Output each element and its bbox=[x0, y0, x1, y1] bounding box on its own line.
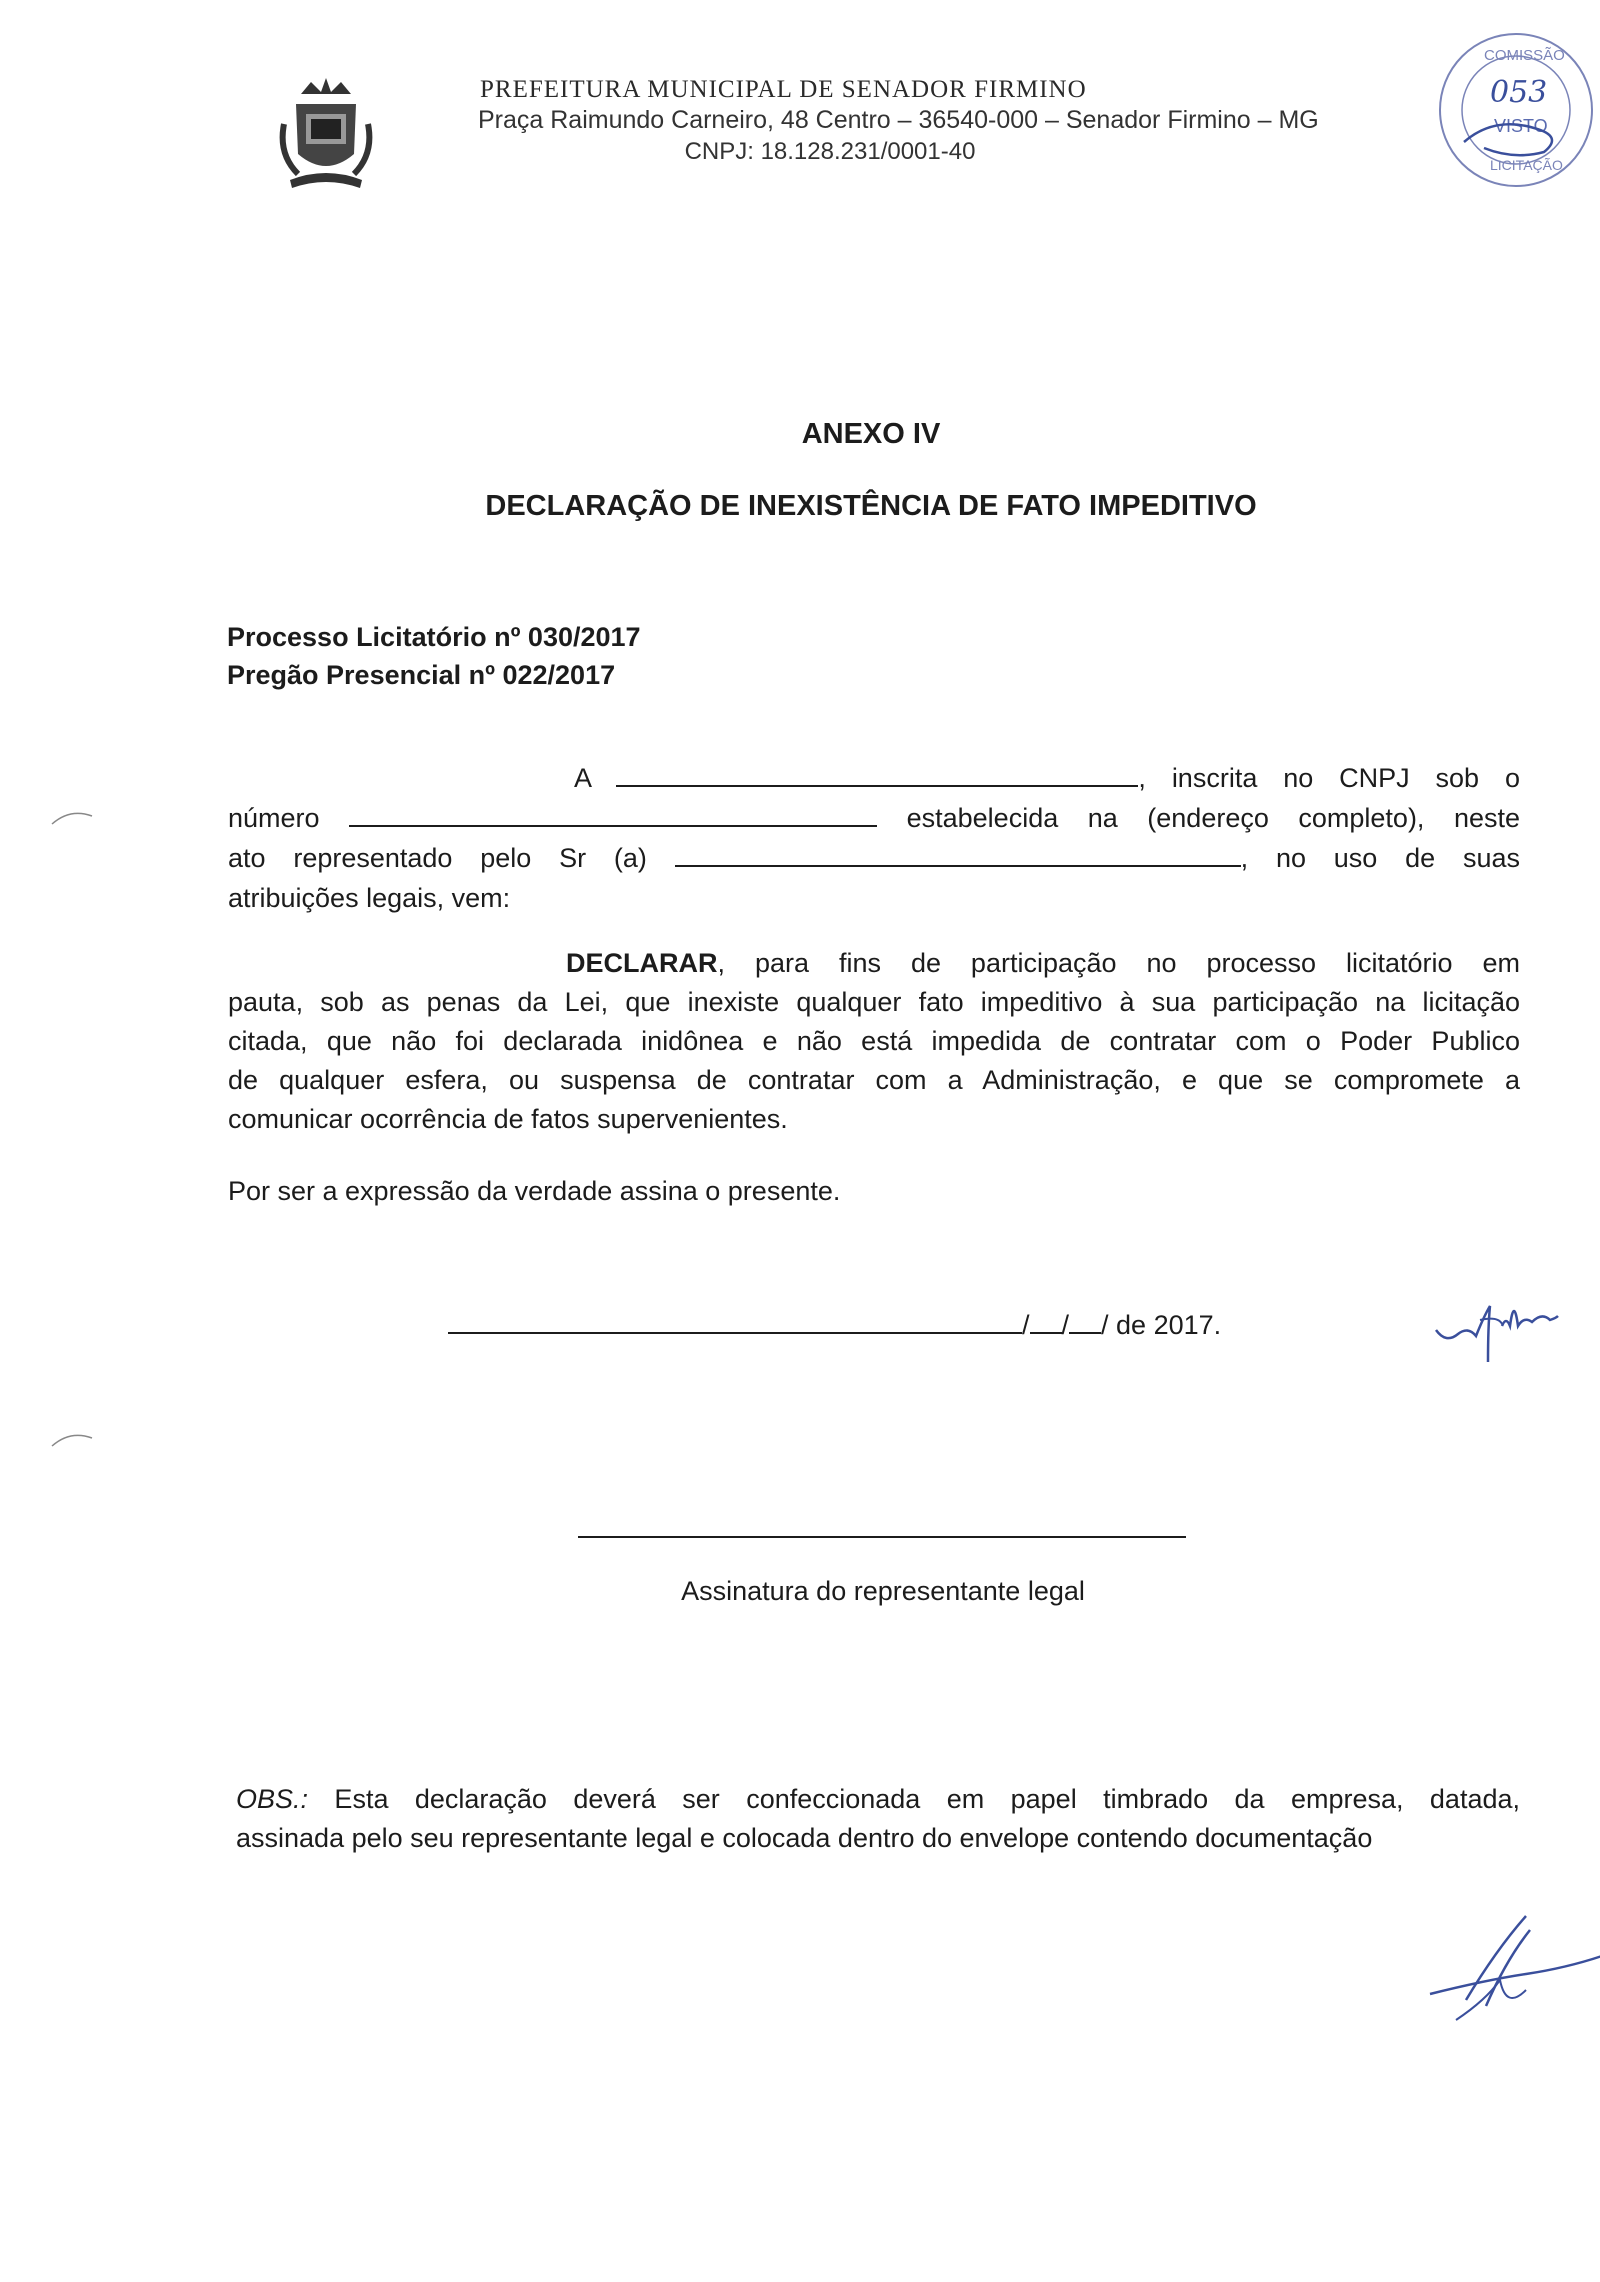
intro-line-2: número estabelecida na (endereço completo), neste bbox=[228, 803, 1520, 833]
obs-line-1: OBS.: Esta declaração deverá ser confeccionada em papel timbrado da empresa, datada, bbox=[236, 1784, 1520, 1814]
letterhead-title: PREFEITURA MUNICIPAL DE SENADOR FIRMINO bbox=[480, 76, 1087, 103]
day-blank bbox=[1030, 1308, 1062, 1334]
margin-hole-mark-top bbox=[50, 806, 94, 826]
stamp-top-text: COMISSÃO bbox=[1484, 47, 1565, 64]
declare-line-3: citada, que não foi declarada inidônea e não está impedida de contratar com o Poder Publico bbox=[228, 1026, 1520, 1056]
date-line: / / / de 2017. bbox=[448, 1308, 1221, 1341]
stamp-bottom-text: LICITAÇÃO bbox=[1490, 157, 1563, 173]
month-blank bbox=[1069, 1308, 1101, 1334]
obs-line-2: assinada pelo seu representante legal e colocada dentro do envelope contendo documentação bbox=[236, 1823, 1373, 1853]
annex-title: ANEXO IV bbox=[801, 418, 941, 450]
intro-line-3: ato representado pelo Sr (a) , no uso de suas bbox=[228, 843, 1520, 873]
margin-hole-mark-bottom bbox=[50, 1428, 94, 1448]
process-pregao: Pregão Presencial nº 022/2017 bbox=[227, 660, 616, 690]
intro-line-4: atribuições legais, vem: bbox=[228, 883, 511, 913]
visto-stamp bbox=[1424, 20, 1600, 190]
stamp-middle-text: VISTO bbox=[1494, 116, 1548, 136]
city-blank bbox=[448, 1308, 1022, 1334]
declaration-paragraph bbox=[228, 944, 1520, 1139]
declare-line-5: comunicar ocorrência de fatos supervenientes. bbox=[228, 1104, 788, 1134]
declaration-title: DECLARAÇÃO DE INEXISTÊNCIA DE FATO IMPEDITIVO bbox=[485, 490, 1257, 522]
handwritten-initials bbox=[1432, 1286, 1562, 1366]
cnpj-number-blank bbox=[349, 803, 877, 827]
representative-blank bbox=[675, 843, 1241, 867]
process-licitatorio: Processo Licitatório nº 030/2017 bbox=[227, 622, 641, 652]
declare-line-4: de qualquer esfera, ou suspensa de contratar com a Administração, e que se compromete a bbox=[228, 1065, 1520, 1095]
signature-label: Assinatura do representante legal bbox=[681, 1576, 1085, 1606]
declare-line-2: pauta, sob as penas da Lei, que inexiste qualquer fato impeditivo à sua participação na licitação bbox=[228, 987, 1520, 1017]
letterhead-address: Praça Raimundo Carneiro, 48 Centro – 36540-000 – Senador Firmino – MG bbox=[478, 106, 1319, 134]
letterhead-cnpj: CNPJ: 18.128.231/0001-40 bbox=[684, 138, 976, 165]
closing-text: Por ser a expressão da verdade assina o presente. bbox=[228, 1176, 841, 1206]
stamp-number: 053 bbox=[1490, 75, 1548, 110]
intro-paragraph bbox=[228, 758, 1520, 918]
rubric-signature bbox=[1426, 1910, 1600, 2030]
declare-line-1: DECLARAR, para fins de participação no processo licitatório em bbox=[566, 948, 1520, 978]
company-name-blank bbox=[616, 763, 1138, 787]
obs-paragraph bbox=[236, 1780, 1520, 1858]
municipal-crest-icon bbox=[276, 74, 376, 192]
intro-line-1: A , inscrita no CNPJ sob o bbox=[574, 763, 1520, 793]
signature-line bbox=[578, 1536, 1186, 1538]
